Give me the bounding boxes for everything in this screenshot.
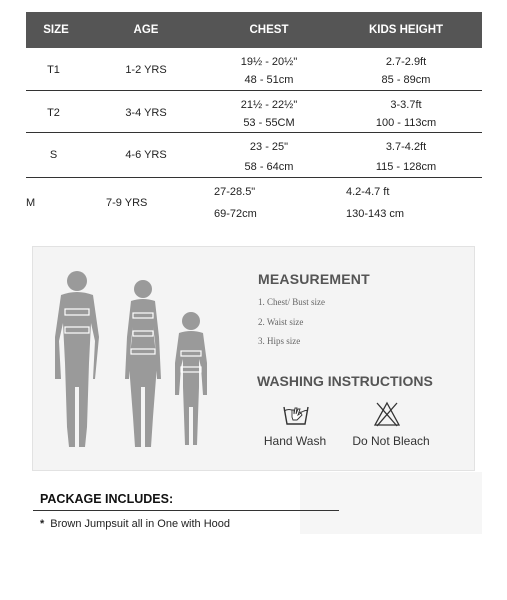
package-background	[300, 472, 482, 534]
cell-size: T2	[47, 107, 60, 119]
package-title: PACKAGE INCLUDES:	[40, 492, 174, 506]
cell-height-ft: 3.7-4.2ft	[385, 141, 427, 153]
cell-size: S	[49, 149, 58, 161]
header-kids-height: KIDS HEIGHT	[368, 24, 444, 36]
cell-chest-cm: 53 - 55CM	[243, 117, 295, 129]
cell-chest-in: 19½ - 20½"	[240, 56, 298, 68]
cell-chest-in: 23 - 25"	[249, 141, 289, 153]
table-header	[26, 12, 482, 48]
do-not-bleach-label: Do Not Bleach	[352, 434, 430, 448]
cell-chest-cm: 69-72cm	[214, 208, 257, 220]
cell-height-ft: 3-3.7ft	[390, 99, 422, 111]
header-age: AGE	[133, 24, 159, 36]
cell-age: 7-9 YRS	[106, 197, 148, 209]
cell-height-cm: 100 - 113cm	[375, 117, 437, 129]
table-row	[26, 91, 482, 133]
body-figures-illustration	[41, 267, 241, 467]
cell-height-cm: 115 - 128cm	[375, 161, 437, 173]
cell-height-ft: 2.7-2.9ft	[385, 56, 427, 68]
cell-age: 1-2 YRS	[125, 64, 167, 76]
measurement-item: 1. Chest/ Bust size	[258, 297, 325, 307]
hand-wash-icon	[282, 403, 310, 427]
cell-height-cm: 130-143 cm	[346, 208, 405, 220]
cell-age: 4-6 YRS	[125, 149, 167, 161]
measurement-item: 2. Waist size	[258, 317, 304, 327]
package-item-text: Brown Jumpsuit all in One with Hood	[50, 518, 231, 530]
package-divider	[33, 510, 339, 511]
cell-chest-in: 27-28.5"	[214, 186, 256, 198]
header-chest: CHEST	[249, 24, 289, 36]
cell-age: 3-4 YRS	[125, 107, 167, 119]
package-item	[40, 518, 230, 530]
bullet: *	[40, 518, 45, 530]
cell-chest-cm: 58 - 64cm	[244, 161, 294, 173]
table-row	[26, 133, 482, 178]
cell-chest-cm: 48 - 51cm	[244, 74, 294, 86]
table-row	[26, 48, 482, 91]
measurement-panel	[32, 246, 475, 471]
table-row	[26, 178, 482, 222]
washing-title: WASHING INSTRUCTIONS	[257, 373, 433, 389]
cell-size: M	[26, 197, 36, 209]
measurement-title: MEASUREMENT	[258, 271, 370, 287]
cell-height-cm: 85 - 89cm	[381, 74, 431, 86]
cell-height-ft: 4.2-4.7 ft	[346, 186, 390, 198]
header-size: SIZE	[43, 24, 69, 36]
do-not-bleach-icon	[373, 401, 401, 427]
cell-chest-in: 21½ - 22½"	[240, 99, 298, 111]
measurement-item: 3. Hips size	[258, 336, 301, 346]
hand-wash-label: Hand Wash	[263, 434, 327, 448]
cell-size: T1	[47, 64, 60, 76]
size-table	[26, 12, 482, 222]
